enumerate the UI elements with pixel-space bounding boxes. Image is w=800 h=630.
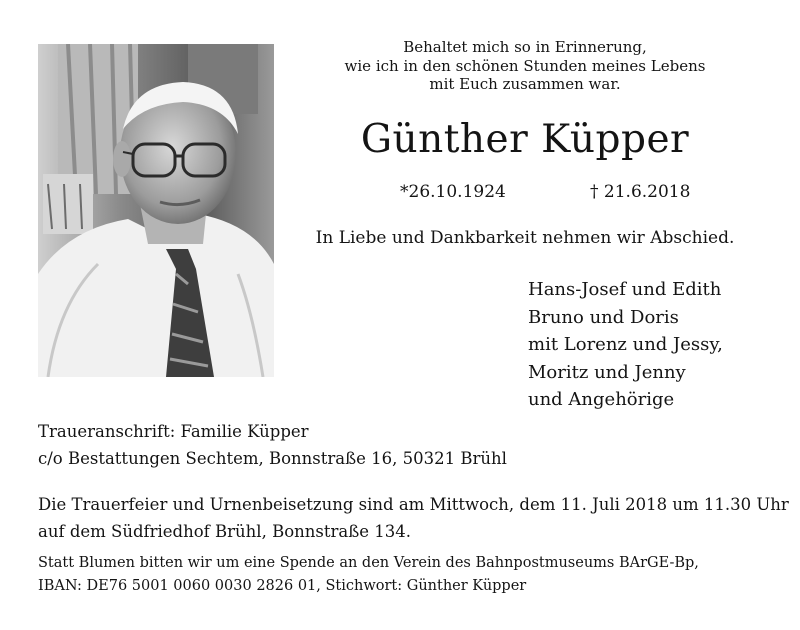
death-date: † 21.6.2018	[590, 182, 691, 202]
ceremony-line-1: Die Trauerfeier und Urnenbeisetzung sind am Mittwoch, dem 11. Juli 2018 um 11.30 Uhr	[38, 495, 789, 514]
donation-request	[38, 552, 699, 598]
ceremony-info	[38, 492, 789, 545]
mourning-address	[38, 419, 507, 472]
portrait-photo	[38, 44, 274, 377]
mourner-line: Moritz und Jenny	[528, 361, 686, 383]
ceremony-line-2: auf dem Südfriedhof Brühl, Bonnstraße 134.	[38, 521, 411, 541]
mourner-line: mit Lorenz und Jessy,	[528, 334, 723, 355]
deceased-name: Günther Küpper	[360, 117, 690, 162]
farewell-text: In Liebe und Dankbarkeit nehmen wir Abschied.	[315, 228, 735, 248]
mourners-list	[528, 276, 768, 414]
donation-line-2: IBAN: DE76 5001 0060 0030 2826 01, Stichwort: Günther Küpper	[38, 578, 527, 594]
birth-date: *26.10.1924	[400, 182, 506, 202]
verse-line-2: wie ich in den schönen Stunden meines Lebens	[344, 56, 706, 75]
mourner-line: und Angehörige	[528, 389, 675, 410]
address-line-1: Traueranschrift: Familie Küpper	[38, 422, 309, 441]
portrait-image	[38, 44, 274, 377]
verse-line-1: Behaltet mich so in Erinnerung,	[403, 38, 647, 56]
address-line-2: c/o Bestattungen Sechtem, Bonnstraße 16, 50321 Brühl	[38, 448, 507, 468]
mourner-line: Hans-Josef und Edith	[528, 279, 722, 300]
donation-line-1: Statt Blumen bitten wir um eine Spende an den Verein des Bahnpostmuseums BArGE-Bp,	[38, 555, 699, 571]
verse-line-3: mit Euch zusammen war.	[429, 75, 621, 93]
mourner-line: Bruno und Doris	[528, 306, 679, 328]
memorial-verse	[310, 38, 740, 94]
